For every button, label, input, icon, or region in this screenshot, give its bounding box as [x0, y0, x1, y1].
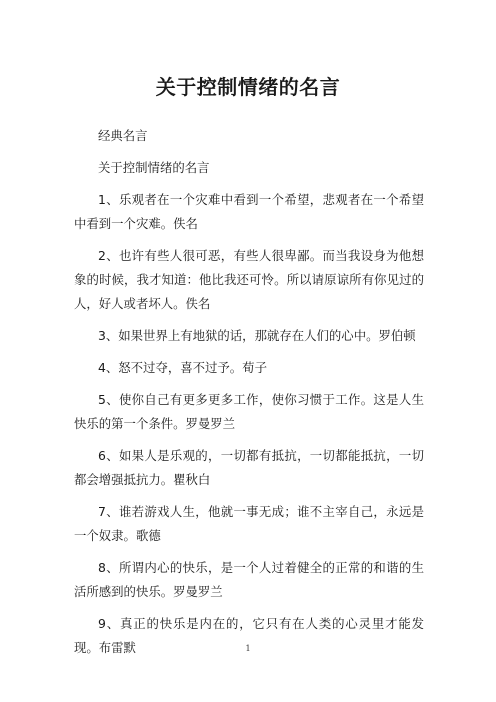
quote-item: 2、也许有些人很可恶，有些人很卑鄙。而当我设身为他想象的时候，我才知道：他比我还可怜。所以请原谅所有你见过的人，好人或者坏人。佚名	[74, 248, 424, 311]
page-number: 1	[245, 644, 251, 653]
quote-item: 7、谁若游戏人生，他就一事无成；谁不主宰自己，永远是一个奴隶。歌德	[74, 504, 424, 543]
quote-item: 9、真正的快乐是内在的，它只有在人类的心灵里才能发现。布雷默	[74, 616, 424, 655]
quote-item: 6、如果人是乐观的，一切都有抵抗，一切都能抵抗，一切都会增强抵抗力。瞿秋白	[74, 448, 424, 487]
quote-item: 5、使你自己有更多更多工作，使你习惯于工作。这是人生快乐的第一个条件。罗曼罗兰	[74, 392, 424, 431]
quote-item: 8、所谓内心的快乐，是一个人过着健全的正常的和谐的生活所感到的快乐。罗曼罗兰	[74, 560, 424, 599]
quote-item: 1、乐观者在一个灾难中看到一个希望，悲观者在一个希望中看到一个灾难。佚名	[74, 192, 424, 231]
quote-item: 4、怒不过夺，喜不过予。荀子	[98, 360, 267, 375]
document-title: 关于控制情绪的名言	[155, 75, 341, 99]
paragraph-category: 经典名言	[98, 128, 148, 143]
quote-item: 3、如果世界上有地狱的话，那就存在人们的心中。罗伯顿	[98, 328, 416, 343]
paragraph-subtitle: 关于控制情绪的名言	[98, 160, 210, 175]
document-body	[74, 124, 424, 668]
